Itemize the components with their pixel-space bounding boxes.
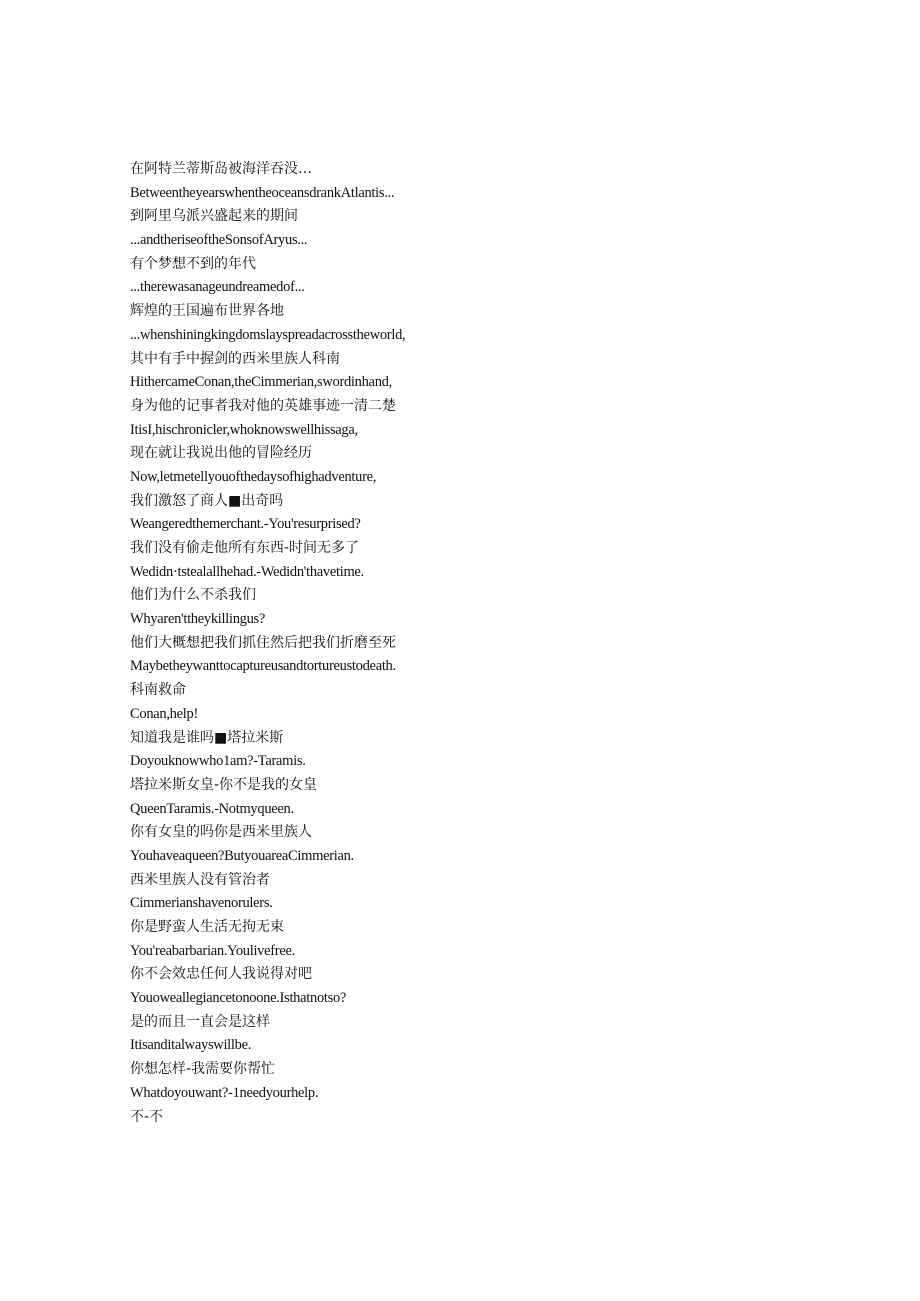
text-line: BetweentheyearswhentheoceansdrankAtlantis... bbox=[130, 184, 395, 201]
subtitle-text-body bbox=[130, 158, 870, 1129]
text-line: ItisI,hischronicler,whoknowswellhissaga, bbox=[130, 421, 358, 438]
text-line: You'reabarbarian.Youlivefree. bbox=[130, 942, 295, 959]
text-line: 身为他的记事者我对他的英雄事迹一清二楚 bbox=[130, 397, 396, 414]
text-line: 西米里族人没有管治者 bbox=[130, 871, 270, 888]
text-line: Itisanditalwayswillbe. bbox=[130, 1037, 252, 1054]
text-line: Maybetheywanttocaptureusandtortureustodeath. bbox=[130, 658, 396, 675]
text-line: 在阿特兰蒂斯岛被海洋吞没… bbox=[130, 161, 312, 177]
text-line: 你有女皇的吗你是西米里族人 bbox=[130, 824, 312, 841]
text-line: Youoweallegiancetonoone.Isthatnotso? bbox=[130, 990, 347, 1007]
text-line: Conan,help! bbox=[130, 705, 198, 722]
text-line: 其中有手中握剑的西米里族人科南 bbox=[130, 350, 340, 367]
text-line: 是的而且一直会是这样 bbox=[130, 1013, 270, 1030]
text-line: 有个梦想不到的年代 bbox=[130, 255, 256, 272]
text-line: 知道我是谁吗■塔拉米斯 bbox=[130, 729, 284, 746]
text-line: Youhaveaqueen?ButyouareaCimmerian. bbox=[130, 847, 354, 864]
text-line: 不-不 bbox=[130, 1108, 164, 1125]
text-line: 你不会效忠任何人我说得对吧 bbox=[130, 966, 312, 983]
text-line: ...whenshiningkingdomslayspreadacrosstheworld, bbox=[130, 326, 406, 343]
text-line: Wedidn·tstealallhehad.-Wedidn'thavetime. bbox=[130, 563, 364, 580]
text-line: Now,letmetellyouofthedaysofhighadventure, bbox=[130, 468, 377, 485]
text-line: HithercameConan,theCimmerian,swordinhand, bbox=[130, 374, 392, 391]
text-line: 辉煌的王国遍布世界各地 bbox=[130, 303, 284, 320]
text-line: Whyaren'ttheykillingus? bbox=[130, 611, 266, 628]
text-line: 科南救命 bbox=[130, 682, 186, 699]
text-line: Doyouknowwho1am?-Taramis. bbox=[130, 753, 306, 770]
text-line: 他们为什么不杀我们 bbox=[130, 587, 256, 604]
text-line: ...andtheriseoftheSonsofAryus... bbox=[130, 232, 308, 249]
text-line: Weangeredthemerchant.-You'resurprised? bbox=[130, 516, 361, 533]
text-line: QueenTaramis.-Notmyqueen. bbox=[130, 800, 294, 817]
text-line: 我们激怒了商人■出奇吗 bbox=[130, 492, 284, 509]
text-line: 现在就让我说出他的冒险经历 bbox=[130, 445, 312, 462]
text-line: 你是野蛮人生活无拘无束 bbox=[130, 919, 284, 935]
text-line: ...therewasanageundreamedof... bbox=[130, 279, 305, 296]
text-line: 你想怎样-我需要你帮忙 bbox=[130, 1061, 276, 1078]
text-line: 塔拉米斯女皇-你不是我的女皇 bbox=[130, 776, 318, 793]
text-line: 我们没有偷走他所有东西-时间无多了 bbox=[130, 540, 360, 556]
text-line: 到阿里乌派兴盛起来的期间 bbox=[130, 208, 298, 225]
text-line: Cimmerianshavenorulers. bbox=[130, 895, 273, 912]
text-line: 他们大概想把我们抓住然后把我们折磨至死 bbox=[130, 634, 396, 651]
text-line: Whatdoyouwant?-1needyourhelp. bbox=[130, 1084, 319, 1101]
